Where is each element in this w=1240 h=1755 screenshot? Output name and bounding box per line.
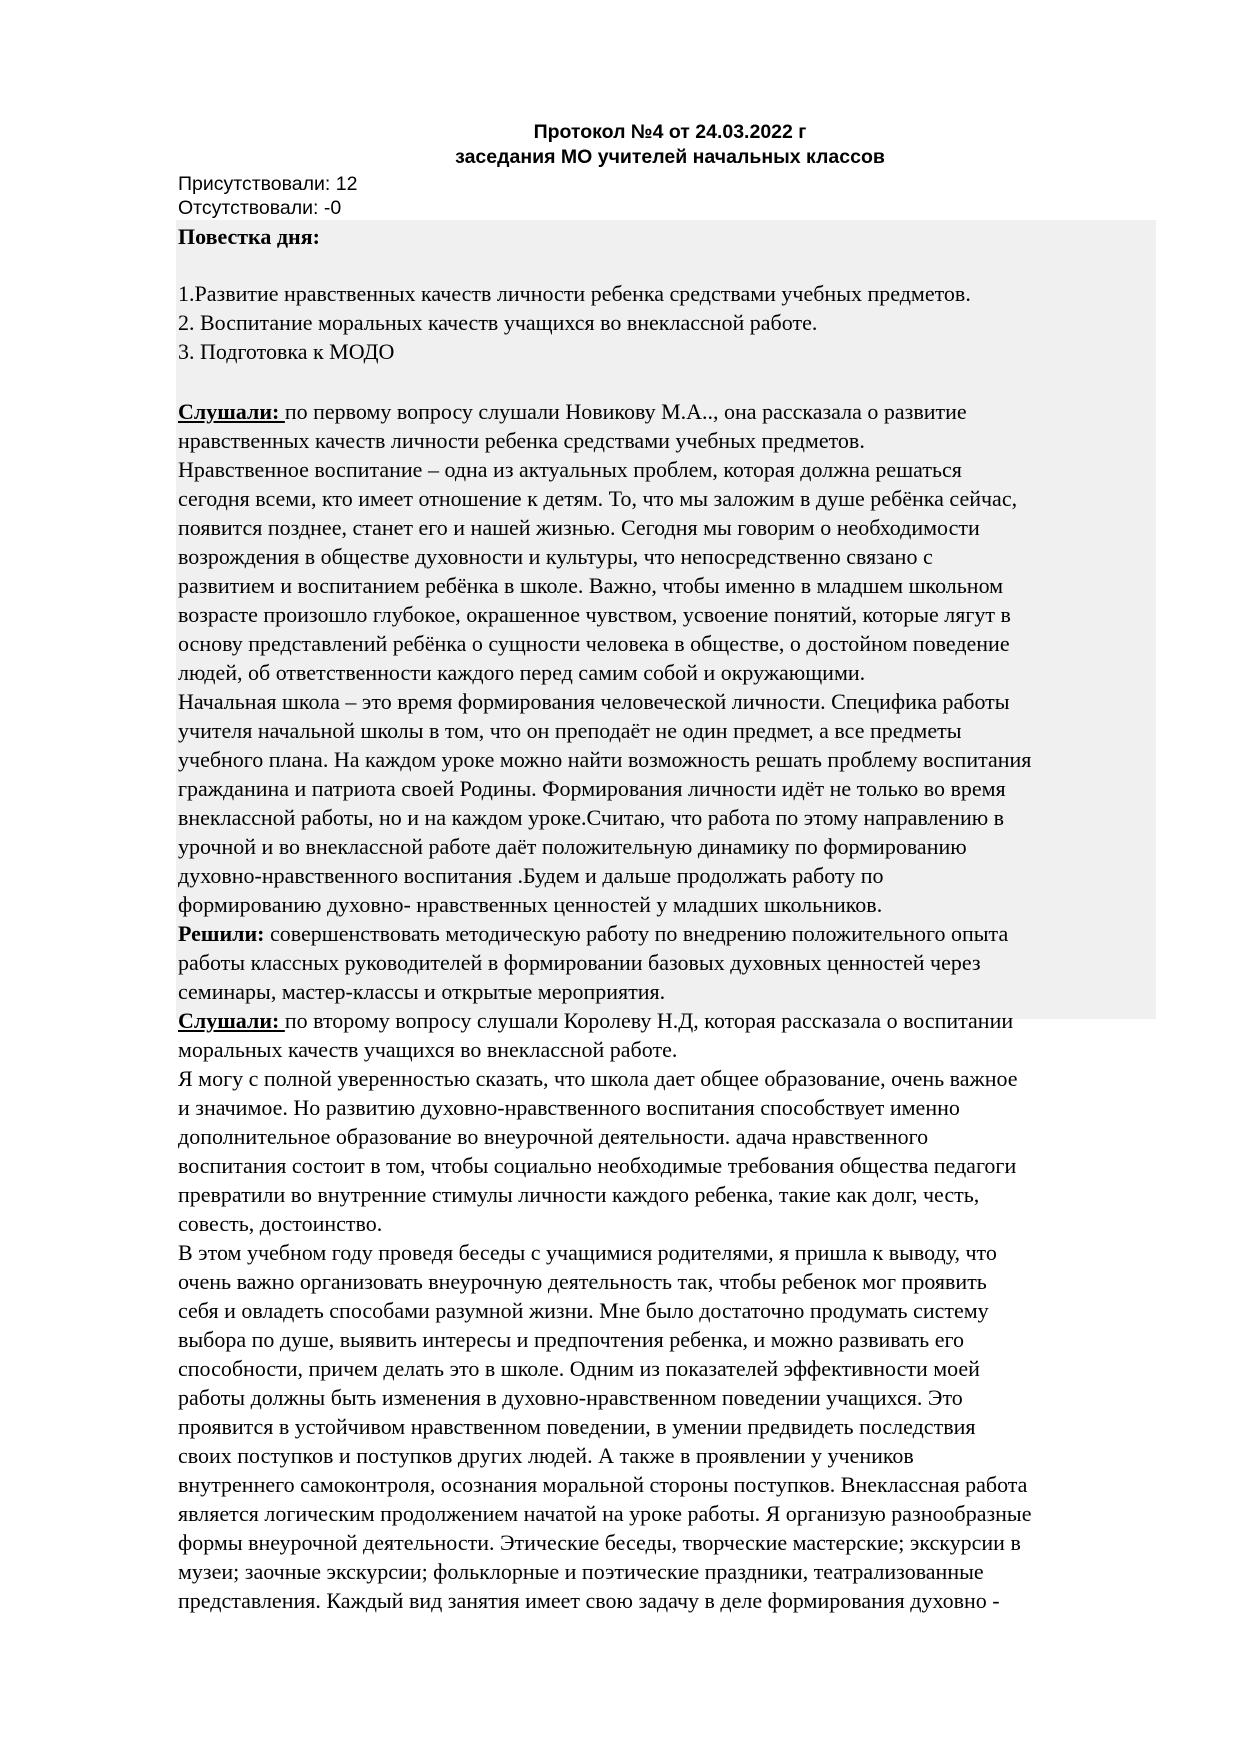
absent-count: Отсутствовали: -0 [178, 197, 342, 219]
heard-text: по второму вопросу слушали Королеву Н.Д, которая рассказала о воспитании [284, 1008, 1014, 1033]
section-1-heard [178, 397, 1158, 426]
paragraph-line: представления. Каждый вид занятия имеет свою задачу в деле формирования духовно - [178, 1588, 1000, 1613]
paragraph-line: работы классных руководителей в формировании базовых духовных ценностей через [178, 950, 981, 975]
protocol-title: Протокол №4 от 24.03.2022 г [533, 121, 807, 143]
paragraph-line: появится позднее, станет его и нашей жизнью. Сегодня мы говорим о необходимости [178, 515, 980, 540]
section-1 [178, 397, 1158, 1615]
paragraph-line: проявится в устойчивом нравственном поведении, в умении предвидеть последствия [178, 1414, 976, 1439]
paragraph-line: музеи; заочные экскурсии; фольклорные и поэтические праздники, театрализованные [178, 1559, 984, 1584]
paragraph-line: людей, об ответственности каждого перед самим собой и окружающими. [178, 660, 866, 685]
paragraph-line: своих поступков и поступков других людей. А также в проявлении у учеников [178, 1443, 914, 1468]
paragraph-line: работы должны быть изменения в духовно-нравственном поведении учащихся. Это [178, 1385, 963, 1410]
paragraph-line: совесть, достоинство. [178, 1211, 383, 1236]
paragraph-line: семинары, мастер-классы и открытые мероприятия. [178, 979, 666, 1004]
heard-text: по первому вопросу слушали Новикову М.А.., она рассказала о развитие [284, 399, 967, 424]
present-count: Присутствовали: 12 [178, 173, 358, 195]
section-1-decided [178, 919, 1158, 948]
paragraph-line: формированию духовно- нравственных ценностей у младших школьников. [178, 892, 883, 917]
paragraph-line: развитием и воспитанием ребёнка в школе. Важно, чтобы именно в младшем школьном [178, 573, 1004, 598]
paragraph-line: формы внеурочной деятельности. Этические беседы, творческие мастерские; экскурсии в [178, 1530, 1021, 1555]
paragraph-line: внутреннего самоконтроля, осознания моральной стороны поступков. Внеклассная работа [178, 1472, 1028, 1497]
paragraph-line: дополнительное образование во внеурочной деятельности. адача нравственного [178, 1124, 929, 1149]
paragraph-line: является логическим продолжением начатой на уроке работы. Я организую разнообразные [178, 1501, 1032, 1526]
paragraph-line: себя и овладеть способами разумной жизни. Мне было достаточно продумать систему [178, 1298, 989, 1323]
heard-label: Слушали: [178, 1008, 285, 1033]
decided-text: совершенствовать методическую работу по внедрению положительного опыта [270, 921, 1009, 946]
paragraph-line: нравственных качеств личности ребенка средствами учебных предметов. [178, 428, 865, 453]
agenda-item: 1.Развитие нравственных качеств личности ребенка средствами учебных предметов. [178, 281, 971, 306]
paragraph-line: возрасте произошло глубокое, окрашенное чувством, усвоение понятий, которые лягут в [178, 602, 1011, 627]
paragraph-line: учебного плана. На каждом уроке можно найти возможность решать проблему воспитания [178, 747, 1032, 772]
paragraph-line: очень важно организовать внеурочную деятельность так, чтобы ребенок мог проявить [178, 1269, 987, 1294]
paragraph-line: учителя начальной школы в том, что он преподаёт не один предмет, а все предметы [178, 718, 962, 743]
paragraph-line: моральных качеств учащихся во внеклассной работе. [178, 1037, 678, 1062]
decided-label: Решили: [178, 921, 271, 946]
meeting-subtitle: заседания МО учителей начальных классов [455, 146, 885, 168]
paragraph-line: выбора по душе, выявить интересы и предпочтения ребенка, и можно развивать его [178, 1327, 964, 1352]
paragraph-line: воспитания состоит в том, чтобы социально необходимые требования общества педагоги [178, 1153, 1017, 1178]
paragraph-line: гражданина и патриота своей Родины. Формирования личности идёт не только во время [178, 776, 1006, 801]
paragraph-line: внеклассной работы, но и на каждом уроке.Считаю, что работа по этому направлению в [178, 805, 1005, 830]
paragraph-line: Я могу с полной уверенностью сказать, что школа дает общее образование, очень важное [178, 1066, 1018, 1091]
paragraph-line: Начальная школа – это время формирования человеческой личности. Специфика работы [178, 689, 1010, 714]
paragraph-line: основу представлений ребёнка о сущности человека в обществе, о достойном поведение [178, 631, 1010, 656]
paragraph-line: сегодня всеми, кто имеет отношение к детям. То, что мы заложим в душе ребёнка сейчас, [178, 486, 1018, 511]
paragraph-line: возрождения в обществе духовности и культуры, что непосредственно связано с [178, 544, 933, 569]
agenda-list [178, 279, 1158, 366]
paragraph-line: Нравственное воспитание – одна из актуальных проблем, которая должна решаться [178, 457, 962, 482]
paragraph-line: способности, причем делать это в школе. Одним из показателей эффективности моей [178, 1356, 980, 1381]
agenda-item: 3. Подготовка к МОДО [178, 339, 395, 364]
paragraph-line: превратили во внутренние стимулы личности каждого ребенка, такие как долг, честь, [178, 1182, 980, 1207]
agenda-heading [178, 222, 1158, 251]
section-2-heard [178, 1006, 1158, 1035]
paragraph-line: урочной и во внеклассной работе даёт положительную динамику по формированию [178, 834, 967, 859]
paragraph-line: духовно-нравственного воспитания .Будем и дальше продолжать работу по [178, 863, 884, 888]
paragraph-line: В этом учебном году проведя беседы с учащимися родителями, я пришла к выводу, что [178, 1240, 997, 1265]
heard-label: Слушали: [178, 399, 285, 424]
agenda-item: 2. Воспитание моральных качеств учащихся во внеклассной работе. [178, 310, 818, 335]
paragraph-line: и значимое. Но развитию духовно-нравственного воспитания способствует именно [178, 1095, 960, 1120]
agenda-heading-text: Повестка дня: [178, 224, 320, 249]
